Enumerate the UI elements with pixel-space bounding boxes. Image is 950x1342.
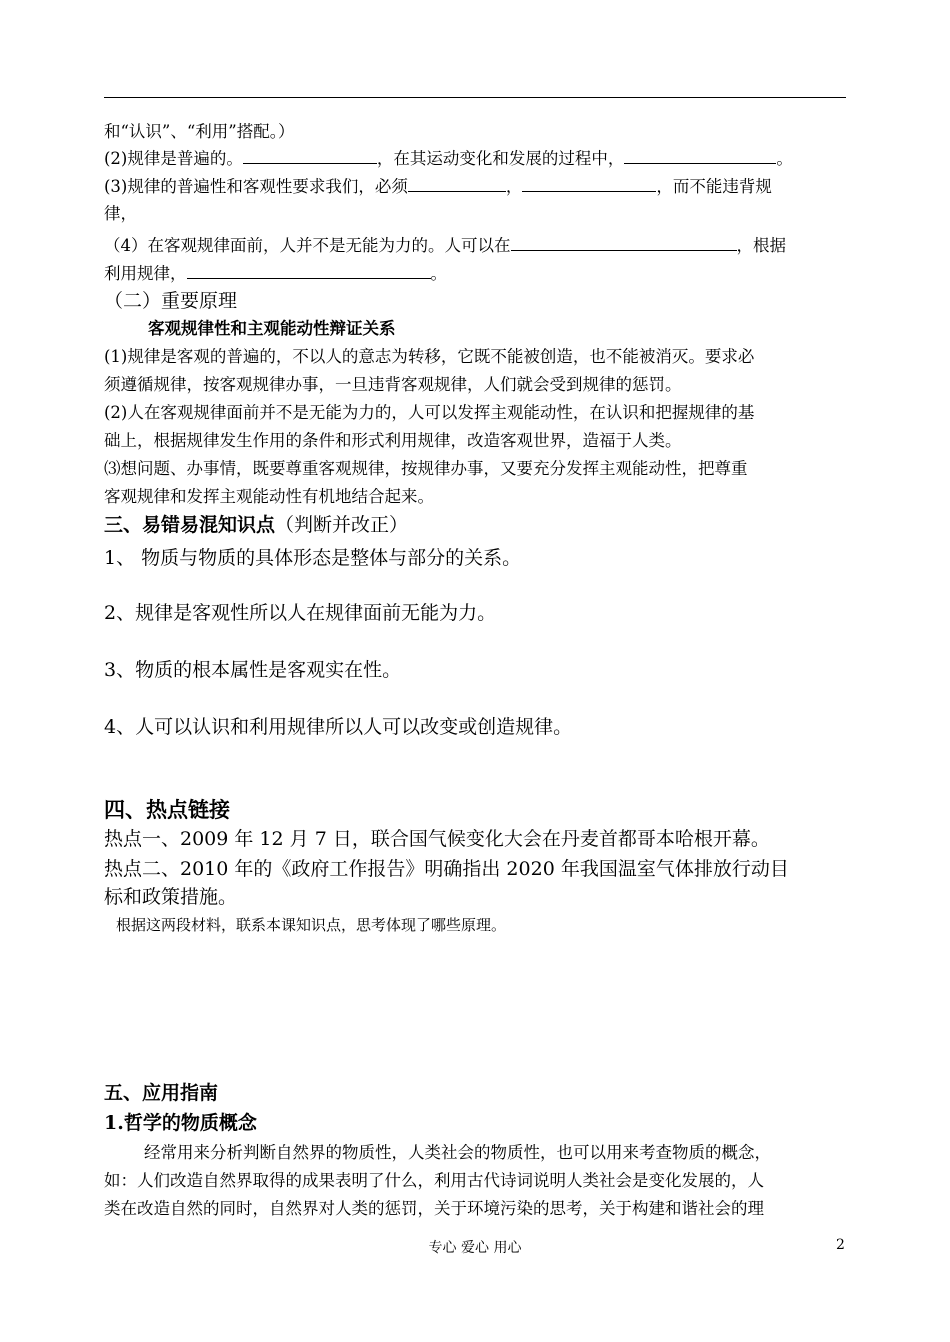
item-4-cont: 利用规律， 。 bbox=[104, 264, 447, 283]
principle-3: ⑶想问题、办事情，既要尊重客观规律，按规律办事，又要充分发挥主观能动性，把尊重 bbox=[104, 459, 748, 478]
principle-3-cont: 客观规律和发挥主观能动性有机地结合起来。 bbox=[104, 487, 434, 506]
list-item: 1、 物质与物质的具体形态是整体与部分的关系。 bbox=[104, 547, 522, 569]
text-line: 和“认识”、“利用”搭配。） bbox=[104, 122, 295, 141]
principle-2: (2)人在客观规律面前并不是无能为力的，人可以发挥主观能动性，在认识和把握规律的基 bbox=[104, 403, 755, 422]
fill-blank[interactable] bbox=[408, 175, 506, 192]
section3-heading: 三、易错易混知识点（判断并改正） bbox=[104, 514, 409, 536]
paragraph-line: 类在改造自然的同时，自然界对人类的惩罚，关于环境污染的思考，关于构建和谐社会的理 bbox=[104, 1199, 764, 1218]
hotspot-2-cont: 标和政策措施。 bbox=[104, 886, 238, 908]
header-rule bbox=[104, 97, 846, 98]
list-item: 2、规律是客观性所以人在规律面前无能为力。 bbox=[104, 602, 497, 624]
list-item: 4、人可以认识和利用规律所以人可以改变或创造规律。 bbox=[104, 716, 573, 738]
fill-blank[interactable] bbox=[511, 234, 737, 251]
paragraph-line: 经常用来分析判断自然界的物质性，人类社会的物质性，也可以用来考查物质的概念， bbox=[144, 1143, 771, 1162]
hotspot-1: 热点一、2009 年 12 月 7 日，联合国气候变化大会在丹麦首都哥本哈根开幕。 bbox=[104, 828, 770, 850]
section5-heading: 五、应用指南 bbox=[104, 1082, 219, 1104]
question: 根据这两段材料，联系本课知识点，思考体现了哪些原理。 bbox=[116, 916, 507, 934]
section5-subheading: 1.哲学的物质概念 bbox=[104, 1112, 257, 1134]
section4-heading: 四、热点链接 bbox=[104, 797, 230, 822]
fill-blank[interactable] bbox=[243, 147, 377, 164]
list-item: 3、物质的根本属性是客观实在性。 bbox=[104, 659, 402, 681]
item-3: (3)规律的普遍性和客观性要求我们，必须 ， ，而不能违背规 bbox=[104, 177, 772, 196]
fill-blank[interactable] bbox=[624, 147, 776, 164]
item-2: (2)规律是普遍的。 ，在其运动变化和发展的过程中， 。 bbox=[104, 149, 793, 168]
hotspot-2: 热点二、2010 年的《政府工作报告》明确指出 2020 年我国温室气体排放行动目 bbox=[104, 858, 789, 880]
paragraph-line: 如：人们改造自然界取得的成果表明了什么，利用古代诗词说明人类社会是变化发展的，人 bbox=[104, 1171, 764, 1190]
fill-blank[interactable] bbox=[187, 262, 431, 279]
item-4: （4）在客观规律面前，人并不是无能为力的。人可以在 ，根据 bbox=[104, 236, 786, 255]
text-line: 律， bbox=[104, 204, 137, 223]
footer-slogan: 专心 爱心 用心 bbox=[428, 1240, 522, 1256]
principle-1: (1)规律是客观的普遍的，不以人的意志为转移，它既不能被创造，也不能被消灭。要求必 bbox=[104, 347, 755, 366]
page-number: 2 bbox=[836, 1237, 845, 1253]
principles-heading: （二）重要原理 bbox=[104, 290, 238, 312]
principles-subheading: 客观规律性和主观能动性辩证关系 bbox=[148, 319, 396, 338]
principle-1-cont: 须遵循规律，按客观规律办事，一旦违背客观规律，人们就会受到规律的惩罚。 bbox=[104, 375, 682, 394]
principle-2-cont: 础上，根据规律发生作用的条件和形式利用规律，改造客观世界，造福于人类。 bbox=[104, 431, 682, 450]
fill-blank[interactable] bbox=[522, 175, 656, 192]
